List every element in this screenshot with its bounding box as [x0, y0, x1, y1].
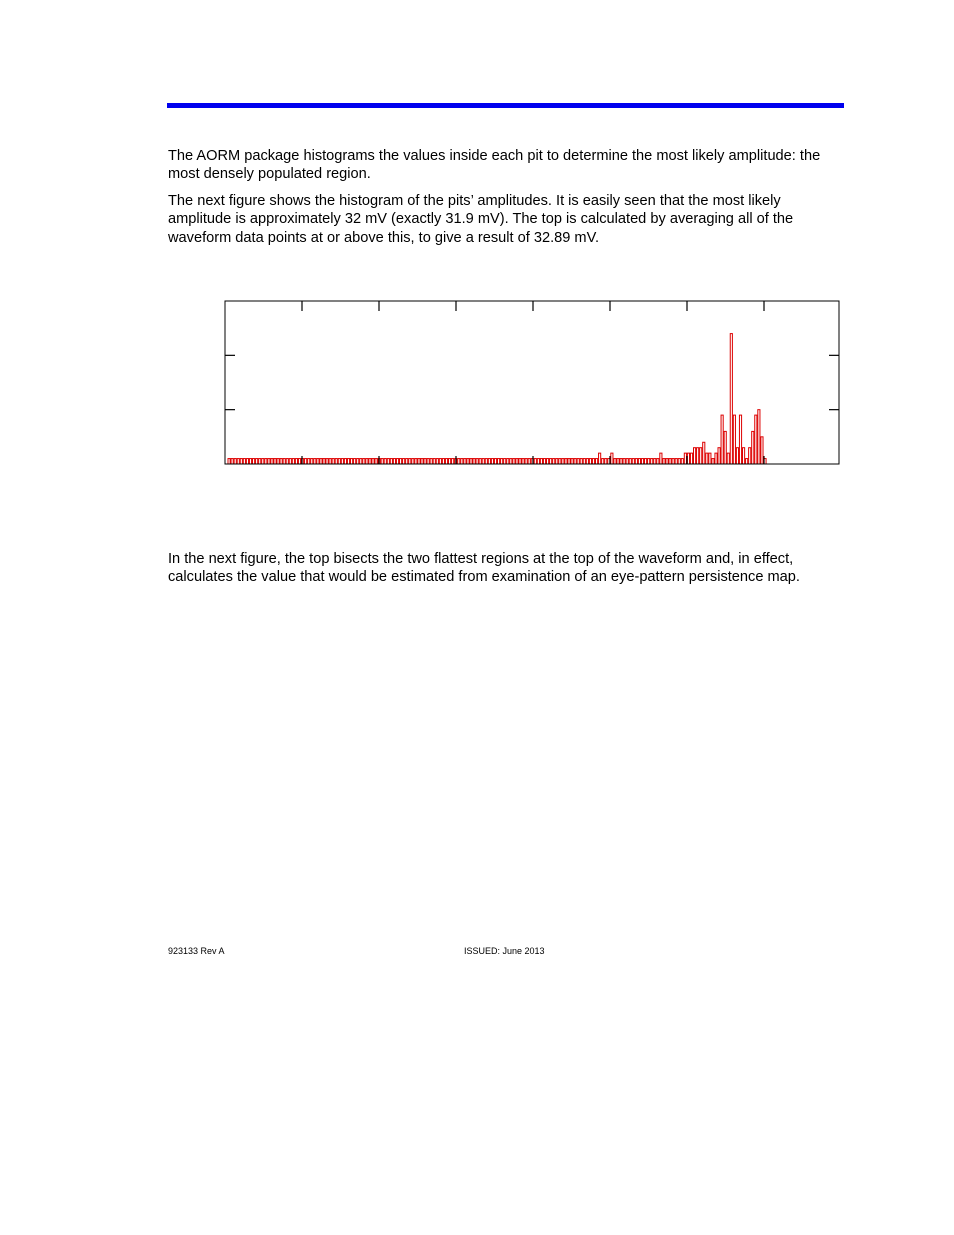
histogram-bar: [724, 431, 726, 464]
histogram-bar: [491, 459, 493, 464]
histogram-bar: [268, 459, 270, 464]
histogram-bar: [739, 415, 741, 464]
histogram-bar: [617, 459, 619, 464]
footer-doc-number: 923133 Rev A: [168, 946, 225, 956]
paragraph-next-figure: In the next figure, the top bisects the two flattest regions at the top of the waveform and, in effect, calculates the value that would be estimated from examination of an eye-pattern persistence map.: [168, 551, 800, 586]
histogram-bar: [400, 459, 402, 464]
histogram-bar: [712, 459, 714, 464]
histogram-bar: [449, 459, 451, 464]
histogram-bar: [381, 459, 383, 464]
histogram-bar: [580, 459, 582, 464]
histogram-bar: [286, 459, 288, 464]
paragraph-histogram-description: The next figure shows the histogram of the pits’ amplitudes. It is easily seen that the most likely amplitude is approximately 32 mV (exactly 31.9 mV). The top is calculated by averaging all of the waveform data points at or above this, to give a result of 32.89 mV.: [168, 193, 794, 246]
histogram-bar: [721, 415, 723, 464]
histogram-bar: [507, 459, 509, 464]
histogram-bar: [577, 459, 579, 464]
histogram-bar: [730, 334, 732, 464]
histogram-bar: [562, 459, 564, 464]
histogram-bar: [540, 459, 542, 464]
histogram-bar: [317, 459, 319, 464]
histogram-bar: [736, 448, 738, 464]
histogram-bar: [632, 459, 634, 464]
histogram-bar: [758, 410, 760, 464]
histogram-bar: [641, 459, 643, 464]
histogram-bar: [599, 453, 601, 464]
histogram-bar: [283, 459, 285, 464]
histogram-bar: [277, 459, 279, 464]
histogram-bar: [727, 453, 729, 464]
histogram-bar: [409, 459, 411, 464]
histogram-bar: [592, 459, 594, 464]
histogram-bar: [427, 459, 429, 464]
histogram-bar: [347, 459, 349, 464]
histogram-bar: [690, 453, 692, 464]
histogram-bar: [360, 459, 362, 464]
histogram-bar: [543, 459, 545, 464]
histogram-bar: [421, 459, 423, 464]
histogram-bar: [357, 459, 359, 464]
histogram-bar: [519, 459, 521, 464]
histogram-bar: [700, 448, 702, 464]
plot-frame: [225, 301, 839, 464]
histogram-bar: [464, 459, 466, 464]
histogram-bar: [390, 459, 392, 464]
histogram-bar: [743, 448, 745, 464]
histogram-bar: [335, 459, 337, 464]
histogram-bar: [442, 459, 444, 464]
histogram-bar: [715, 453, 717, 464]
histogram-bar: [393, 459, 395, 464]
histogram-bar: [568, 459, 570, 464]
histogram-bar: [295, 459, 297, 464]
footer-issued-date: ISSUED: June 2013: [464, 946, 545, 956]
histogram-bar: [243, 459, 245, 464]
histogram-bar: [522, 459, 524, 464]
axis-ticks: [225, 301, 839, 464]
histogram-bar: [635, 459, 637, 464]
histogram-bar: [583, 459, 585, 464]
histogram-bar: [403, 459, 405, 464]
histogram-bar: [445, 459, 447, 464]
histogram-bar: [614, 459, 616, 464]
histogram-bar: [746, 459, 748, 464]
histogram-bar: [602, 459, 604, 464]
histogram-bar: [320, 459, 322, 464]
histogram-bar: [262, 459, 264, 464]
histogram-bar: [240, 459, 242, 464]
histogram-bar: [660, 453, 662, 464]
histogram-bar: [697, 448, 699, 464]
histogram-bar: [375, 459, 377, 464]
histogram-bar: [354, 459, 356, 464]
histogram-bar: [249, 459, 251, 464]
histogram-bar: [237, 459, 239, 464]
histogram-bar: [553, 459, 555, 464]
histogram-bar: [485, 459, 487, 464]
histogram-bar: [436, 459, 438, 464]
histogram-bar: [651, 459, 653, 464]
histogram-bar: [494, 459, 496, 464]
histogram-bar: [430, 459, 432, 464]
histogram-bar: [550, 459, 552, 464]
histogram-bar: [752, 431, 754, 464]
histogram-bar: [681, 459, 683, 464]
histogram-bar: [684, 453, 686, 464]
histogram-bar: [678, 459, 680, 464]
histogram-bar: [733, 415, 735, 464]
histogram-bar: [439, 459, 441, 464]
histogram-bar: [256, 459, 258, 464]
histogram-bar: [246, 459, 248, 464]
histogram-bar: [620, 459, 622, 464]
histogram-bar: [424, 459, 426, 464]
histogram-bar: [406, 459, 408, 464]
histogram-bar: [415, 459, 417, 464]
histogram-bar: [694, 448, 696, 464]
histogram-bar: [433, 459, 435, 464]
paragraph-histogram-intro: The AORM package histograms the values inside each pit to determine the most likely amplitude: the most densely populated region.: [168, 148, 821, 183]
histogram-bar: [338, 459, 340, 464]
histogram-bar: [305, 459, 307, 464]
histogram-bar: [498, 459, 500, 464]
histogram-bar: [596, 459, 598, 464]
histogram-bar: [384, 459, 386, 464]
histogram-bar: [387, 459, 389, 464]
histogram-bar: [638, 459, 640, 464]
histogram-bar: [396, 459, 398, 464]
histogram-bar: [666, 459, 668, 464]
histogram-bar: [574, 459, 576, 464]
histogram-bar: [363, 459, 365, 464]
histogram-bar: [344, 459, 346, 464]
histogram-bar: [289, 459, 291, 464]
histogram-bar: [418, 459, 420, 464]
histogram-bar: [234, 459, 236, 464]
histogram-bar: [645, 459, 647, 464]
histogram-bar: [586, 459, 588, 464]
histogram-bar: [761, 437, 763, 464]
histogram-bar: [534, 459, 536, 464]
histogram-bar: [537, 459, 539, 464]
histogram-bar: [326, 459, 328, 464]
histogram-bar: [280, 459, 282, 464]
histogram-bar: [654, 459, 656, 464]
histogram-bar: [687, 453, 689, 464]
histogram-bar: [629, 459, 631, 464]
histogram-bar: [675, 459, 677, 464]
histogram-bar: [479, 459, 481, 464]
amplitude-histogram-chart: [224, 300, 840, 466]
histogram-bar: [706, 453, 708, 464]
histogram-bar: [271, 459, 273, 464]
histogram-bar: [718, 448, 720, 464]
histogram-bar: [452, 459, 454, 464]
histogram-bar: [314, 459, 316, 464]
histogram-bar: [311, 459, 313, 464]
histogram-bar: [547, 459, 549, 464]
histogram-bar: [458, 459, 460, 464]
histogram-bar: [467, 459, 469, 464]
histogram-bar: [265, 459, 267, 464]
histogram-bar: [341, 459, 343, 464]
histogram-bar: [513, 459, 515, 464]
histogram-bar: [749, 448, 751, 464]
histogram-bar: [253, 459, 255, 464]
histogram-bars: [228, 334, 766, 464]
histogram-bar: [501, 459, 503, 464]
histogram-bar: [488, 459, 490, 464]
histogram-bar: [556, 459, 558, 464]
histogram-bar: [274, 459, 276, 464]
histogram-bar: [703, 442, 705, 464]
histogram-bar: [482, 459, 484, 464]
histogram-bar: [571, 459, 573, 464]
histogram-bar: [476, 459, 478, 464]
histogram-bar: [565, 459, 567, 464]
histogram-bar: [589, 459, 591, 464]
histogram-bar: [657, 459, 659, 464]
histogram-bar: [504, 459, 506, 464]
histogram-bar: [366, 459, 368, 464]
histogram-bar: [412, 459, 414, 464]
histogram-bar: [323, 459, 325, 464]
histogram-bar: [332, 459, 334, 464]
histogram-bar: [329, 459, 331, 464]
histogram-bar: [648, 459, 650, 464]
histogram-bar: [259, 459, 261, 464]
histogram-bar: [372, 459, 374, 464]
histogram-bar: [755, 415, 757, 464]
histogram-bar: [623, 459, 625, 464]
header-rule: [167, 103, 844, 108]
histogram-bar: [559, 459, 561, 464]
histogram-bar: [231, 459, 233, 464]
histogram-bar: [470, 459, 472, 464]
histogram-bar: [669, 459, 671, 464]
histogram-bar: [605, 459, 607, 464]
histogram-bar: [510, 459, 512, 464]
histogram-bar: [626, 459, 628, 464]
histogram-bar: [709, 453, 711, 464]
histogram-bar: [528, 459, 530, 464]
histogram-bar: [672, 459, 674, 464]
histogram-bar: [369, 459, 371, 464]
histogram-bar: [461, 459, 463, 464]
histogram-bar: [525, 459, 527, 464]
histogram-bar: [473, 459, 475, 464]
histogram-bar: [516, 459, 518, 464]
histogram-bar: [298, 459, 300, 464]
histogram-bar: [663, 459, 665, 464]
histogram-bar: [308, 459, 310, 464]
histogram-bar: [292, 459, 294, 464]
histogram-bar: [228, 459, 230, 464]
histogram-bar: [351, 459, 353, 464]
histogram-bar: [611, 453, 613, 464]
